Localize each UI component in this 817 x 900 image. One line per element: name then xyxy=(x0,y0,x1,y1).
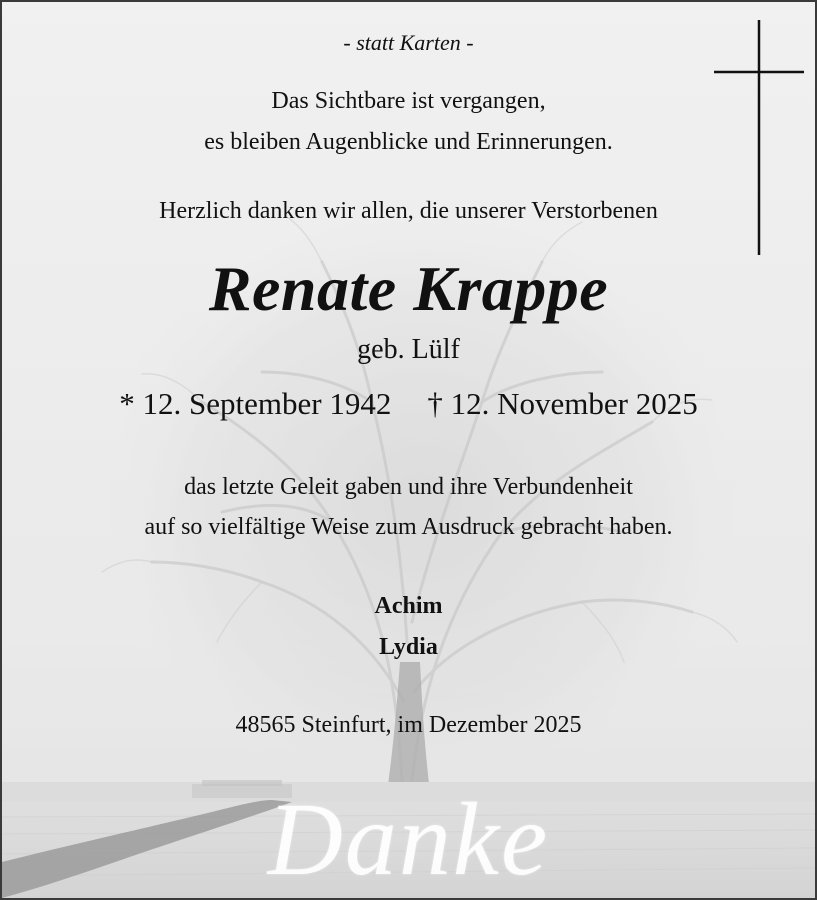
life-dates xyxy=(2,386,815,422)
verse-line-2: es bleiben Augenblicke und Erinnerungen. xyxy=(204,129,613,155)
place-date: 48565 Steinfurt, im Dezember 2025 xyxy=(235,712,582,738)
body-line-1: das letzte Geleit gaben und ihre Verbundenheit xyxy=(184,474,633,500)
thanks-intro: Herzlich danken wir allen, die unserer Verstorbenen xyxy=(159,198,658,224)
death-date: † 12. November 2025 xyxy=(427,386,698,421)
maiden-name: geb. Lülf xyxy=(357,334,460,365)
closing-word-danke: Danke xyxy=(267,782,550,897)
verse-line-1: Das Sichtbare ist vergangen, xyxy=(271,88,546,114)
signatory-2: Lydia xyxy=(379,634,438,660)
birth-date: * 12. September 1942 xyxy=(119,386,392,421)
header-statt-karten: - statt Karten - xyxy=(343,30,474,55)
body-line-2: auf so vielfältige Weise zum Ausdruck gebracht haben. xyxy=(144,514,673,540)
signatory-1: Achim xyxy=(374,593,443,619)
latin-cross-icon xyxy=(714,20,804,255)
deceased-name: Renate Krappe xyxy=(208,253,609,324)
